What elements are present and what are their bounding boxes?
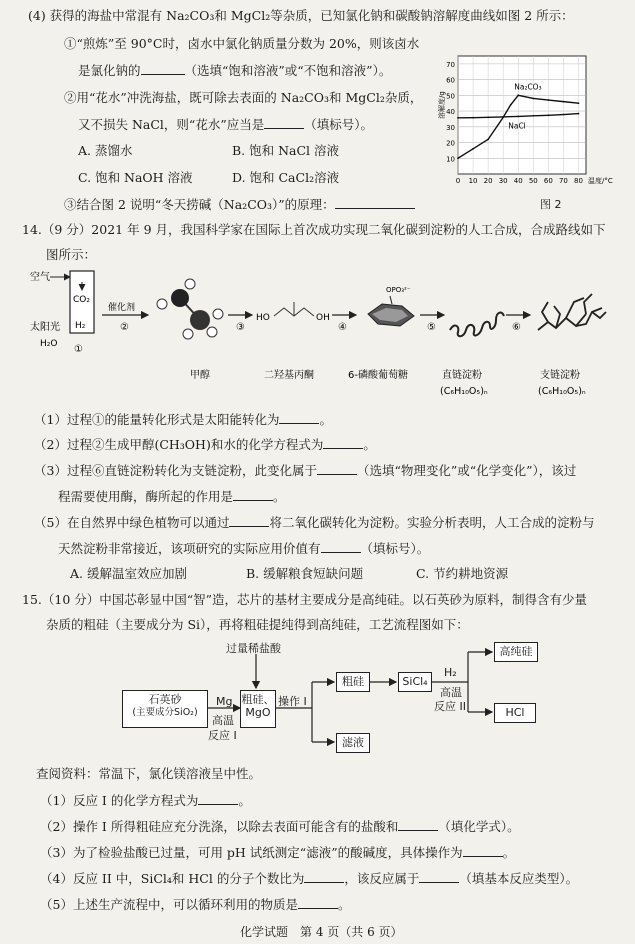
q13-s1c: （选填“饱和溶液”或“不饱和溶液”）。 [184,63,392,78]
q15-p1-text: （1）反应 I 的化学方程式为 [40,793,199,808]
reaction-2-label: 反应 II [434,700,466,713]
amylose-formula: (C₆H₁₀O₅)ₙ [440,386,488,397]
step-1-label: ① [74,344,83,355]
air-label: 空气 [30,272,50,283]
quartz-label: 石英砂 [148,693,182,706]
co2-label: CO₂ [73,295,90,305]
x-axis-label: 温度/°C [588,177,613,185]
q15-head: 15.（10 分）中国芯彰显中国“智”造，芯片的基材主要成分是高纯硅。以石英砂为原料，制得含有少量 [22,592,588,607]
q13-s2c: （填标号）。 [304,117,373,132]
y-tick-label: 20 [446,139,455,148]
methanol-name: 甲醇 [190,370,210,381]
answer-blank[interactable] [304,870,344,883]
page-footer: 化学试题 第 4 页（共 6 页） [240,925,403,939]
q15-p5 [40,896,350,913]
quartz-sub-label: (主要成分SiO₂) [132,707,198,718]
q14-head2: 图所示： [46,247,97,262]
sunlight-label: 太阳光 [30,322,60,333]
pure-silicon-box: 高纯硅 [494,642,538,662]
step-3-label: ③ [236,322,245,333]
q15-p3-text: （3）为了检验盐酸已过量，可用 pH 试纸测定“滤液”的酸碱度，具体操作为 [40,845,463,860]
x-tick-label: 0 [455,177,461,185]
amylopectin-name: 支链淀粉 [540,370,580,381]
q14-opt-c: C. 节约耕地资源 [416,566,509,581]
series-label: Na₂CO₃ [514,82,542,92]
answer-blank[interactable] [463,844,503,857]
h2-label: H₂ [444,666,457,679]
q15-p2 [40,818,520,835]
dihydroxyacetone-name: 二羟基丙酮 [264,370,314,381]
q14-p2-end: 。 [363,437,376,452]
y-tick-label: 70 [446,60,455,69]
q14-p5-text: （5）在自然界中绿色植物可以通过 [34,515,230,530]
y-tick-label: 30 [446,123,455,132]
y-tick-label: 60 [446,76,455,85]
operation-1-label: 操作 I [278,695,307,708]
q13-s3a: ③结合图 2 说明“冬天捞碱（Na₂CO₃）”的原理： [64,197,335,212]
answer-blank[interactable] [198,792,238,805]
q15-p3 [40,844,515,861]
amylopectin-formula: (C₆H₁₀O₅)ₙ [538,386,586,397]
q13-opt-a: A. 蒸馏水 [78,143,133,158]
x-tick-label: 70 [558,177,568,185]
q15-p1 [40,792,251,809]
q14-opt-b: B. 缓解粮食短缺问题 [246,566,364,581]
catalyst-label: 催化剂 [108,303,136,313]
mgo-label: MgO [245,706,271,719]
x-tick-label: 80 [574,177,583,185]
figure-2-label: 图 2 [540,198,562,211]
answer-blank[interactable] [419,870,459,883]
q15-p4 [40,870,578,887]
step-6-label: ⑥ [512,322,521,333]
x-tick-label: 10 [468,177,478,185]
mg-label: Mg [216,695,233,708]
ho-label: HO [256,313,270,323]
y-tick-label: 50 [446,92,455,101]
q15-info: 查阅资料：常温下，氯化镁溶液呈中性。 [36,766,262,781]
crude-silicon-box: 粗硅 [336,672,370,692]
q15-p2-end: （填化学式）。 [438,819,520,834]
q13-opt-d: D. 饱和 CaCl₂溶液 [232,170,340,185]
q15-head2: 杂质的粗硅（主要成分为 Si），再将粗硅提纯得到高纯硅，工艺流程图如下： [46,617,469,632]
x-tick-label: 20 [483,177,493,185]
q14-p1-text: （1）过程①的能量转化形式是太阳能转化为 [34,412,280,427]
x-tick-label: 30 [498,177,508,185]
y-tick-label: 40 [446,108,455,117]
q13-s1a: ①“煎炼”至 90°C时，卤水中氯化钠质量分数为 20%，则该卤水 [64,36,420,51]
q14-head: 14.（9 分）2021 年 9 月，我国科学家在国际上首次成功实现二氧化碳到淀粉的人工合成，合成路线如下 [22,222,606,237]
q14-p5-text3: 天然淀粉非常接近，该项研究的实际应用价值有 [58,541,321,556]
q15-p4-end: （填基本反应类型）。 [459,871,579,886]
step-4-label: ④ [338,322,347,333]
q14-opt-a: A. 缓解温室效应加剧 [70,566,187,581]
q14-p3-end: 。 [273,489,286,504]
hcl-box: HCl [494,703,536,723]
q13-s2b: 又不损失 NaCl，则“花水”应当是 [78,117,265,132]
series-label: NaCl [508,121,526,131]
q15-p1-end: 。 [238,793,251,808]
answer-blank[interactable] [398,818,438,831]
q13-s1b: 是氯化钠的 [78,63,141,78]
q14-p3-text3: 程需要使用酶，酶所起的作用是 [58,489,234,504]
oh-label: OH [316,313,330,323]
x-tick-label: 50 [528,177,538,185]
crude-si-label: 粗硅、 [241,693,275,706]
q15-p3-end: 。 [502,845,516,860]
q14-p3-text: （3）过程⑥直链淀粉转化为支链淀粉，此变化属于 [34,463,317,478]
q13-s2a: ②用“花水”冲洗海盐，既可除去表面的 Na₂CO₃和 MgCl₂杂质， [64,90,423,105]
q13-opt-c: C. 饱和 NaOH 溶液 [78,170,193,185]
x-tick-label: 40 [513,177,523,185]
acid-label: 过量稀盐酸 [226,642,281,655]
answer-blank[interactable] [298,896,338,909]
q14-p3-text2: （选填“物理变化”或“化学变化”），该过 [356,463,577,478]
amylose-name: 直链淀粉 [442,370,482,381]
q14-p5-end: （填标号）。 [360,541,430,556]
reaction-1-label: 反应 I [208,729,237,742]
q15-p4-text2: ，该反应属于 [344,871,420,886]
q15-p4-text: （4）反应 II 中，SiCl₄和 HCl 的分子个数比为 [40,871,305,886]
y-tick-label: 10 [446,155,455,164]
filtrate-box: 滤液 [336,733,370,753]
h2-label: H₂ [75,321,86,331]
q15-p5-end: 。 [337,897,351,912]
high-temp-1-label: 高温 [212,714,234,727]
q15-p5-text: （5）上述生产流程中，可以循环利用的物质是 [40,897,298,912]
q15-p2-text: （2）操作 I 所得粗硅应充分洗涤，以除去表面可能含有的盐酸和 [40,819,399,834]
q14-p1-end: 。 [319,412,332,427]
sicl4-box: SiCl₄ [398,672,432,692]
glucose-6-phosphate-name: 6-磷酸葡萄糖 [348,370,408,381]
q14-p2-text: （2）过程②生成甲醇(CH₃OH)和水的化学方程式为 [34,437,324,452]
high-temp-2-label: 高温 [440,686,462,699]
q14-p5-text2: 将二氧化碳转化为淀粉。实验分析表明，人工合成的淀粉与 [269,515,595,530]
phosphate-label: OPO₃²⁻ [386,286,411,294]
q13-opt-b: B. 饱和 NaCl 溶液 [232,143,340,158]
q13-intro: (4) 获得的海盐中常混有 Na₂CO₃和 MgCl₂等杂质，已知氯化钠和碳酸钠溶解度曲线如图 2 所示： [28,8,574,23]
step-2-label: ② [120,322,129,333]
crude-si-mgo-box [240,690,276,728]
water-label: H₂O [40,339,58,349]
y-axis-label: 溶解度/g [438,91,446,119]
quartz-sand-box [122,690,208,728]
x-tick-label: 60 [543,177,553,185]
step-5-label: ⑤ [427,322,436,333]
